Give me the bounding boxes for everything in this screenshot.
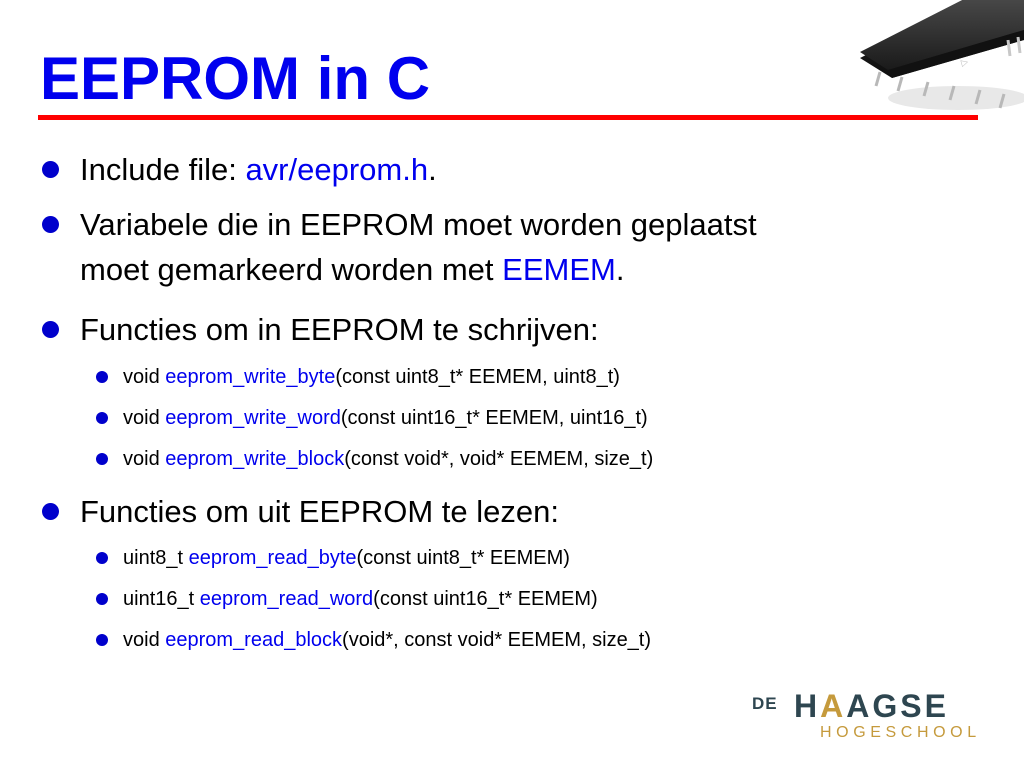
return-type: void [123,448,166,470]
bullet-dot [42,161,59,178]
bullet-variable-marker-line2 [80,247,624,293]
bullet-dot [42,321,59,338]
sub-bullet-dot [96,412,108,424]
eemem-keyword: EEMEM [502,252,616,287]
function-name: eeprom_read_word [199,588,374,610]
function-name: eeprom_write_word [165,407,341,429]
logo-de: DE [752,694,778,713]
bullet-write-functions [80,307,599,353]
include-filename: avr/eeprom.h [245,152,429,187]
logo-haagse-h: H [794,688,821,724]
bullet-read-functions [80,489,559,535]
bullet-punct: . [428,152,437,187]
sub-bullet-read-byte [123,543,570,573]
sub-bullet-dot [96,593,108,605]
function-args: (const uint8_t* EEMEM) [356,547,570,569]
de-haagse-hogeschool-logo [752,688,992,748]
function-name: eeprom_write_byte [165,366,336,388]
logo-haagse-accent-a: A [820,688,847,724]
function-name: eeprom_read_block [165,629,343,651]
bullet-text-line2: moet gemarkeerd worden met [80,252,503,287]
sub-bullet-dot [96,552,108,564]
return-type: uint16_t [123,588,200,610]
return-type: void [123,366,166,388]
sub-bullet-read-block [123,625,651,655]
return-type: void [123,629,166,651]
sub-bullet-dot [96,371,108,383]
sub-bullet-write-block [123,444,653,474]
sub-bullet-dot [96,453,108,465]
function-name: eeprom_read_byte [188,547,357,569]
svg-text:▷: ▷ [960,57,970,69]
sub-bullet-write-byte [123,362,620,392]
return-type: void [123,407,166,429]
function-args: (const uint8_t* EEMEM, uint8_t) [335,366,620,388]
bullet-text-line1: Variabele die in EEPROM moet worden geplaatst [80,207,757,242]
bullet-text: Include file: [80,152,246,187]
function-args: (const uint16_t* EEMEM, uint16_t) [340,407,648,429]
title-underline [38,115,978,120]
sub-bullet-write-word [123,403,648,433]
bullet-dot [42,503,59,520]
eeprom-chip-image [858,0,1024,118]
slide-title: EEPROM in C [40,45,431,112]
logo-haagse-rest: AGSE [846,688,949,724]
return-type: uint8_t [123,547,189,569]
bullet-variable-marker [80,202,757,248]
bullet-text: Functies om in EEPROM te schrijven: [80,312,599,347]
function-args: (void*, const void* EEMEM, size_t) [342,629,652,651]
bullet-punct: . [615,252,625,287]
sub-bullet-dot [96,634,108,646]
logo-haagse [794,688,949,724]
bullet-dot [42,216,59,233]
function-args: (const void*, void* EEMEM, size_t) [344,448,654,470]
function-args: (const uint16_t* EEMEM) [373,588,598,610]
function-name: eeprom_write_block [165,448,345,470]
bullet-text: Functies om uit EEPROM te lezen: [80,494,559,529]
logo-hogeschool: HOGESCHOOL [820,724,981,741]
bullet-include-file [80,147,437,193]
sub-bullet-read-word [123,584,598,614]
